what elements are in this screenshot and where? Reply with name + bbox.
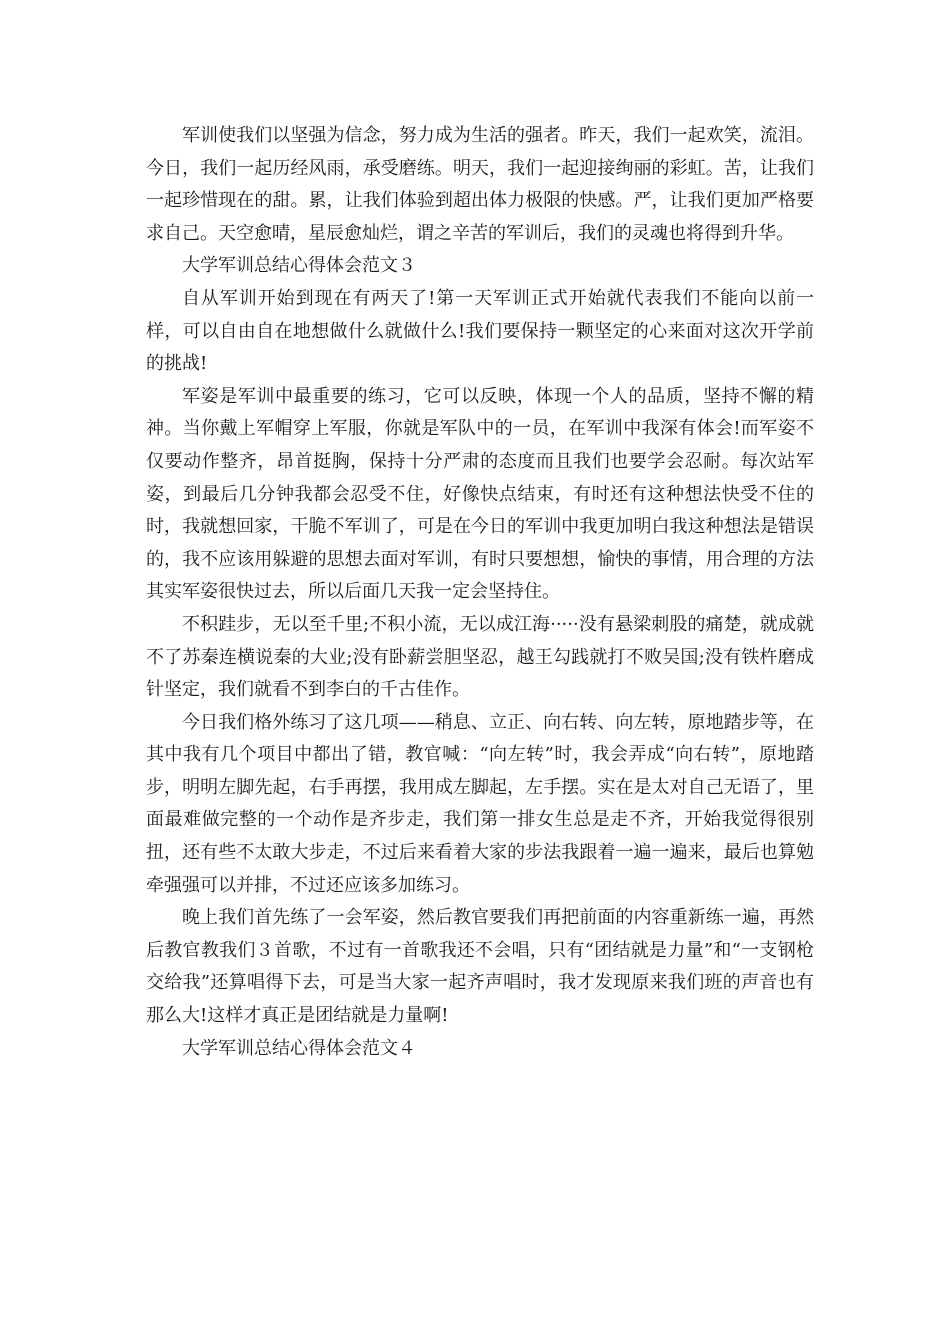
paragraph-military-posture: 军姿是军训中最重要的练习，它可以反映，体现一个人的品质，坚持不懈的精神。当你戴上军帽穿上军服，你就是军队中的一员，在军训中我深有体会!而军姿不仅要动作整齐，昂首挺胸，保持十分严肃的态度而且我们也要学会忍耐。每次站军姿，到最后几分钟我都会忍受不住，好像快点结束，有时还有这种想法快受不住的时，我就想回家，干脆不军训了，可是在今日的军训中我更加明白我这种想法是错误的，我不应该用躲避的思想去面对军训，有时只要想想，愉快的事情，用合理的方法其实军姿很快过去，所以后面几天我一定会坚持住。 xyxy=(146,385,814,603)
paragraph-evening-singing: 晚上我们首先练了一会军姿，然后教官要我们再把前面的内容重新练一遍，再然后教官教我们３首歌，不过有一首歌我还不会唱，只有“团结就是力量”和“一支钢枪交给我”还算唱得下去，可是当大家一起齐声唱时，我才发现原来我们班的声音也有那么大!这样才真正是团结就是力量啊! xyxy=(146,907,814,1027)
paragraph-perseverance-quote: 不积跬步，无以至千里;不积小流，无以成江海·····没有悬梁刺股的痛楚，就成就不了苏秦连横说秦的大业;没有卧薪尝胆坚忍，越王勾践就打不败吴国;没有铁杵磨成针坚定，我们就看不到李白的千古佳作。 xyxy=(146,613,814,701)
paragraph-military-training-conclusion: 军训使我们以坚强为信念，努力成为生活的强者。昨天，我们一起欢笑，流泪。今日，我们一起历经风雨，承受磨练。明天，我们一起迎接绚丽的彩虹。苦，让我们一起珍惜现在的甜。累，让我们体验到超出体力极限的快感。严，让我们更加严格要求自己。天空愈晴，星辰愈灿烂，谓之辛苦的军训后，我们的灵魂也将得到升华。 xyxy=(146,125,814,244)
section-heading-sample-4: 大学军训总结心得体会范文４ xyxy=(182,1037,416,1059)
section-heading-sample-3: 大学军训总结心得体会范文３ xyxy=(182,255,416,277)
paragraph-first-days: 自从军训开始到现在有两天了!第一天军训正式开始就代表我们不能向以前一样，可以自由自在地想做什么就做什么!我们要保持一颗坚定的心来面对这次开学前的挑战! xyxy=(146,287,814,375)
document-body xyxy=(146,120,814,1065)
paragraph-drill-practice: 今日我们格外练习了这几项——稍息、立正、向右转、向左转，原地踏步等，在其中我有几个项目中都出了错，教官喊：“向左转”时，我会弄成“向右转”，原地踏步，明明左脚先起，右手再摆，我用成左脚起，左手摆。实在是太对自己无语了，里面最难做完整的一个动作是齐步走，我们第一排女生总是走不齐，开始我觉得很别扭，还有些不太敢大步走，不过后来看着大家的步法我跟着一遍一遍来，最后也算勉牵强强可以并排，不过还应该多加练习。 xyxy=(146,711,814,896)
